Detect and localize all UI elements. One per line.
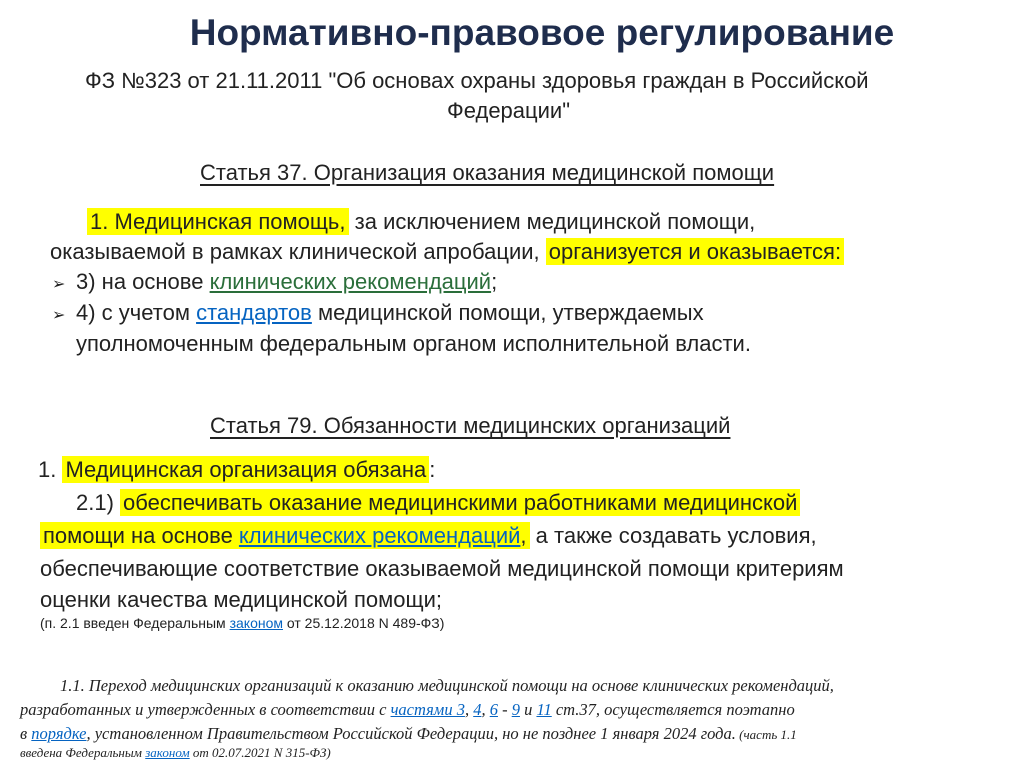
order-link[interactable]: порядке — [31, 724, 87, 743]
plain-text: 4) с учетом — [76, 300, 197, 325]
highlight-part: помощи на основе — [43, 523, 239, 548]
page-title: Нормативно-правовое регулирование — [189, 12, 895, 53]
law-title-line2: Федерации" — [447, 98, 571, 123]
plain-text: 3) на основе — [76, 269, 210, 294]
footnote-line2 — [20, 700, 795, 720]
plain-text: а также создавать условия, — [529, 523, 817, 548]
article37-bullet2 — [52, 300, 704, 326]
plain-text: оказываемой в рамках клинической апробации, — [50, 239, 546, 264]
article79-line5: оценки качества медицинской помощи; — [40, 587, 442, 612]
plain-text: за исключением медицинской помощи, — [348, 209, 756, 234]
recommendations-link[interactable]: клинических рекомендаций — [238, 523, 521, 548]
article79-heading: Статья 79. Обязанности медицинских организаций — [210, 413, 731, 438]
plain-text: в — [20, 724, 32, 743]
standards-link[interactable]: стандартов — [196, 300, 312, 325]
plain-text: ; — [491, 269, 498, 294]
plain-text: 1. — [38, 457, 63, 482]
article37-heading: Статья 37. Организация оказания медицинской помощи — [200, 160, 775, 185]
plain-text: медицинской помощи, утверждаемых — [311, 300, 704, 325]
part-link[interactable]: 6 — [489, 700, 498, 719]
law-link[interactable]: законом — [229, 615, 283, 631]
plain-text: и — [519, 700, 537, 719]
plain-text: - — [497, 700, 512, 719]
plain-text: разработанных и утвержденных в соответствии с — [20, 700, 391, 719]
article37-line1 — [87, 209, 755, 235]
highlight-text: Медицинская организация обязана — [62, 456, 429, 483]
footnote-line3 — [20, 724, 797, 744]
plain-text: ст.37, осуществляется поэтапно — [551, 700, 795, 719]
article79-line2 — [76, 490, 800, 516]
plain-text: от 25.12.2018 N 489-ФЗ) — [283, 615, 445, 631]
parts-link[interactable]: частями 3 — [390, 700, 465, 719]
article37-bullet1 — [52, 269, 497, 295]
highlight-text: 1. Медицинская помощь, — [87, 208, 349, 235]
article79-line3 — [40, 523, 817, 549]
part-link[interactable]: 9 — [511, 700, 520, 719]
plain-text: введена Федеральным — [20, 745, 146, 760]
highlight-part: , — [520, 523, 527, 548]
arrow-bullet-icon: ➢ — [52, 276, 66, 293]
plain-text: (часть 1.1 — [735, 727, 797, 742]
recommendations-link[interactable]: клинических рекомендаций — [209, 269, 492, 294]
plain-text: от 02.07.2021 N 315-ФЗ) — [189, 745, 331, 760]
plain-text: , — [464, 700, 474, 719]
law-link[interactable]: законом — [145, 745, 190, 760]
highlight-text: обеспечивать оказание медицинскими работниками медицинской — [120, 489, 800, 516]
plain-text: , — [481, 700, 490, 719]
article37-line2 — [50, 239, 844, 265]
plain-text: , установленном Правительством Российской Федерации, но не позднее 1 января 2024 года. — [86, 724, 736, 743]
part-link[interactable]: 11 — [536, 700, 552, 719]
article79-line4: обеспечивающие соответствие оказываемой медицинской помощи критериям — [40, 556, 844, 581]
law-title-line1: ФЗ №323 от 21.11.2011 "Об основах охраны здоровья граждан в Российской — [85, 68, 869, 93]
footnote-line4 — [20, 745, 331, 761]
plain-text: (п. 2.1 введен Федеральным — [40, 615, 230, 631]
article79-note — [40, 615, 444, 631]
highlight-text — [40, 522, 530, 549]
article79-line1 — [38, 457, 435, 483]
highlight-text: организуется и оказывается: — [546, 238, 844, 265]
footnote-line1: 1.1. Переход медицинских организаций к оказанию медицинской помощи на основе клинических рекомендаций, — [60, 676, 834, 695]
part-link[interactable]: 4 — [473, 700, 482, 719]
plain-text: : — [429, 457, 436, 482]
plain-text: 2.1) — [76, 490, 121, 515]
arrow-bullet-icon: ➢ — [52, 307, 66, 324]
article37-bullet2-line2: уполномоченным федеральным органом исполнительной власти. — [76, 331, 751, 356]
